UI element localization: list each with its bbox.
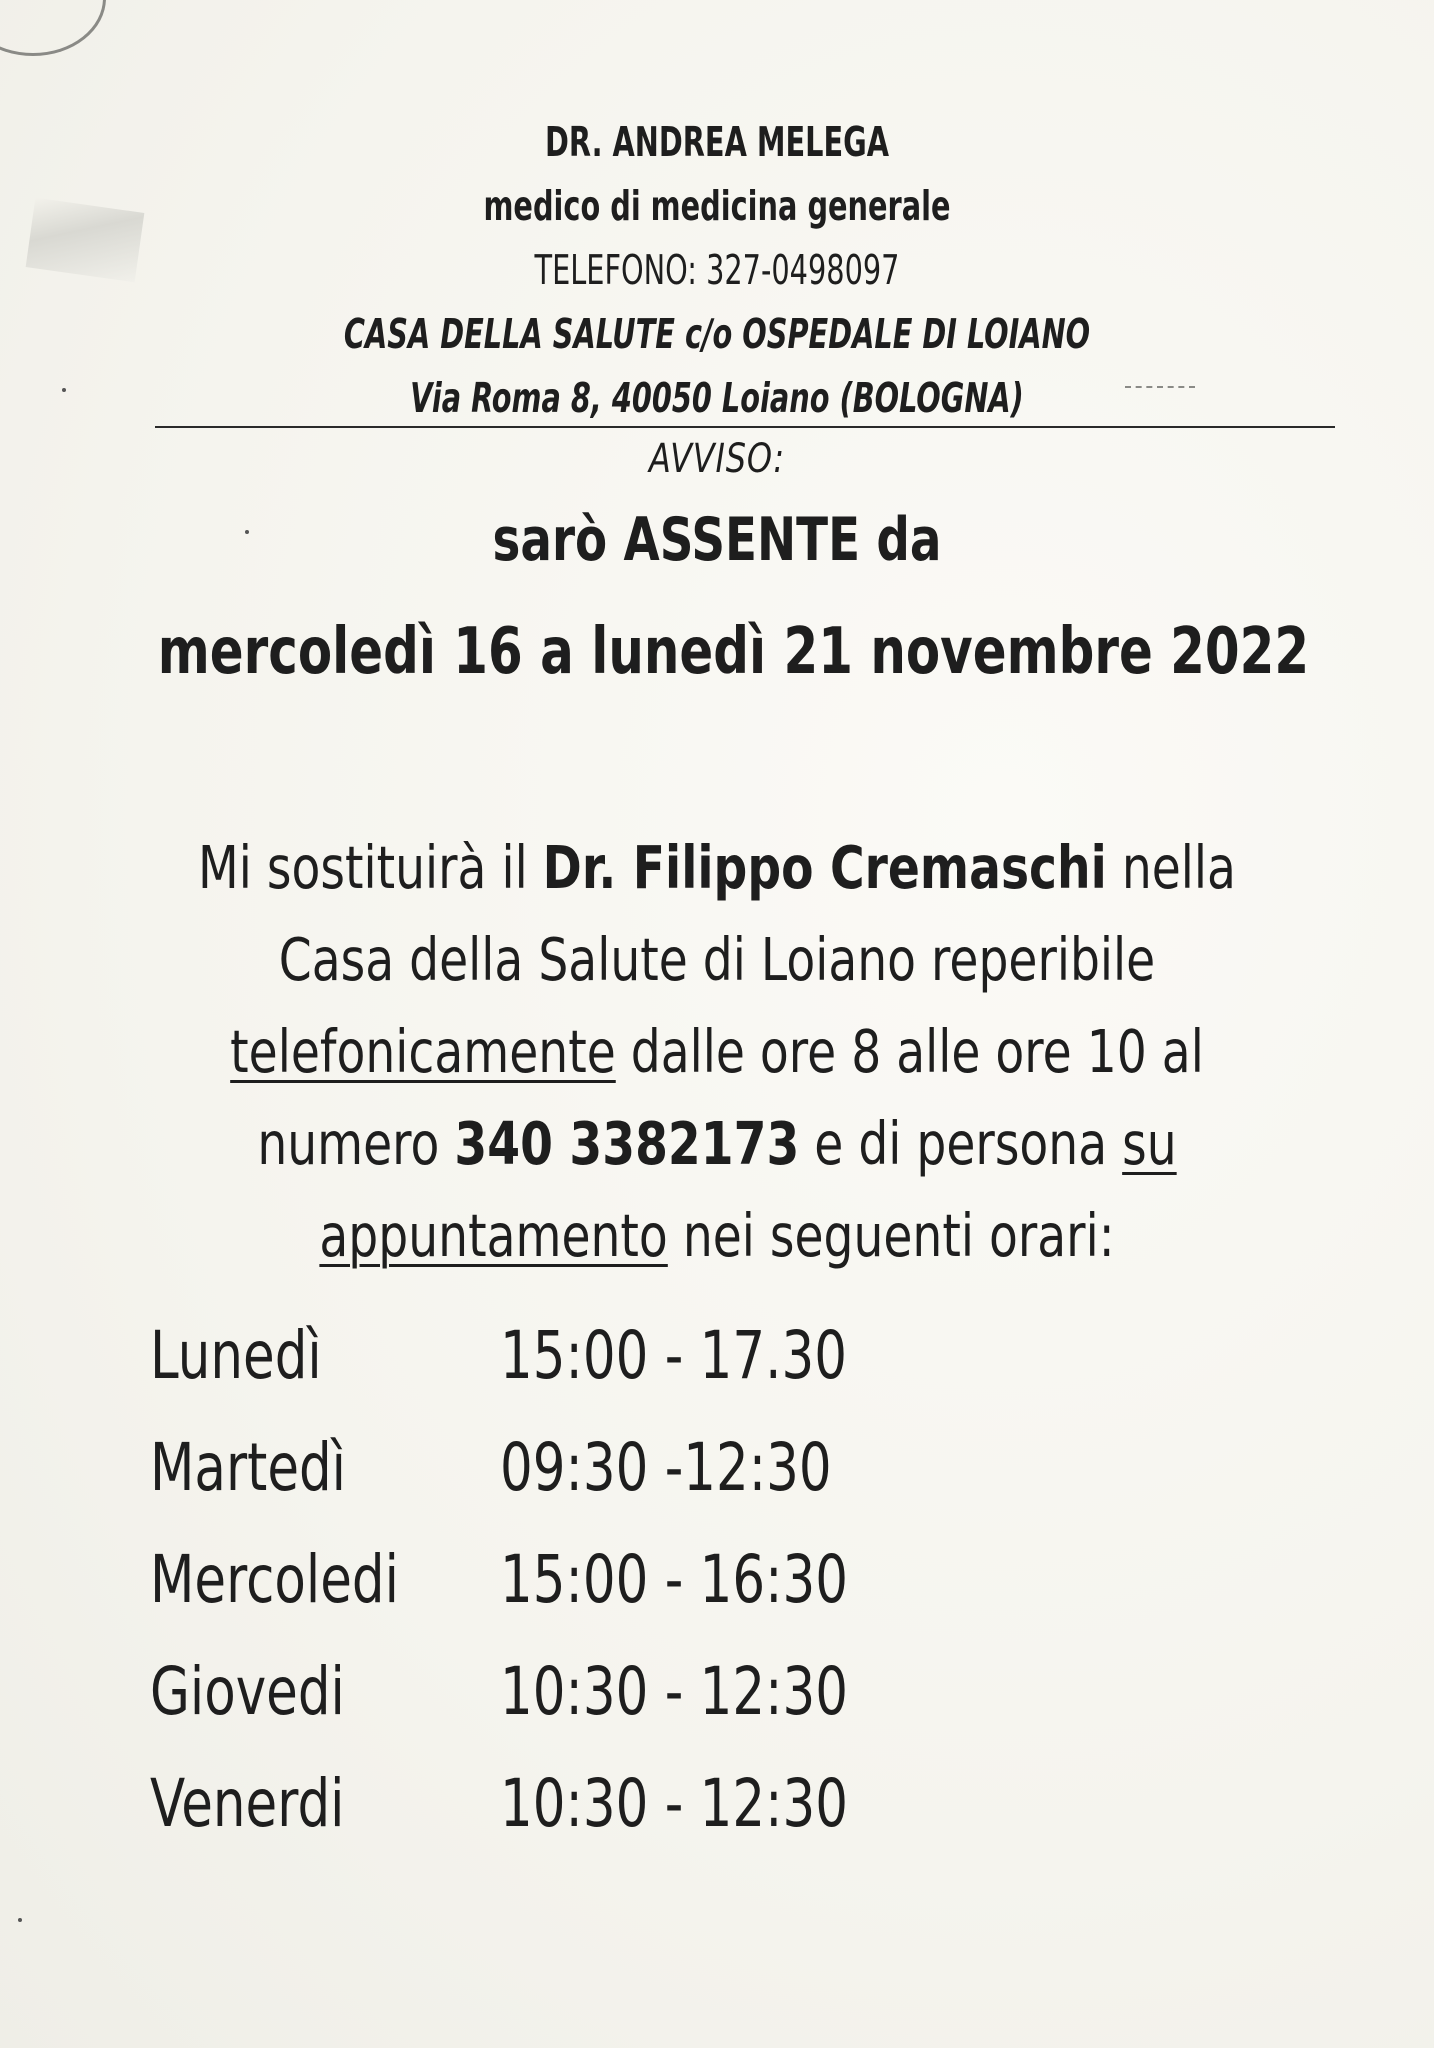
doctor-role: medico di medicina generale (483, 182, 951, 230)
absence-keyword: ASSENTE (623, 505, 861, 575)
schedule-row (150, 1412, 1050, 1524)
text-run: e di persona (799, 1109, 1123, 1178)
paragraph-line-1 (143, 822, 1290, 914)
schedule-day: Venerdi (150, 1765, 345, 1842)
paragraph-line-5 (143, 1190, 1290, 1282)
schedule-table (150, 1300, 1050, 1860)
phone-emphasis: telefonicamente (230, 1017, 616, 1086)
substitute-paragraph (0, 822, 1434, 1282)
letterhead (0, 110, 1434, 430)
schedule-day: Mercoledi (150, 1541, 399, 1618)
doctor-name: DR. ANDREA MELEGA (544, 118, 890, 166)
schedule-hours: 09:30 -12:30 (500, 1429, 832, 1506)
schedule-day: Giovedi (150, 1653, 345, 1730)
absence-prefix: sarò (492, 505, 624, 575)
appointment-emphasis: su (1122, 1109, 1177, 1178)
substitute-phone-number: 340 3382173 (454, 1109, 800, 1178)
binder-ring-mark (0, 0, 106, 56)
paragraph-line-4 (143, 1098, 1290, 1190)
schedule-row (150, 1636, 1050, 1748)
practice-address: Via Roma 8, 40050 Loiano (BOLOGNA) (410, 374, 1024, 422)
schedule-row (150, 1748, 1050, 1860)
appointment-emphasis: appuntamento (319, 1201, 668, 1270)
practice-location: CASA DELLA SALUTE c/o OSPEDALE DI LOIANO (343, 310, 1091, 358)
text-run: numero (257, 1109, 455, 1178)
absence-suffix: da (860, 505, 942, 575)
schedule-row (150, 1300, 1050, 1412)
header-divider (155, 426, 1335, 428)
schedule-day: Lunedì (150, 1317, 322, 1394)
schedule-hours: 10:30 - 12:30 (500, 1653, 849, 1730)
schedule-hours: 10:30 - 12:30 (500, 1765, 849, 1842)
paper-speck (18, 1918, 22, 1922)
text-run: dalle ore 8 alle ore 10 al (615, 1017, 1204, 1086)
text-run: Mi sostituirà il (198, 833, 543, 902)
schedule-row (150, 1524, 1050, 1636)
doctor-phone: TELEFONO: 327-0498097 (534, 246, 900, 294)
paragraph-line-2: Casa della Salute di Loiano reperibile (278, 925, 1156, 994)
paragraph-line-3 (143, 1006, 1290, 1098)
text-run: nella (1106, 833, 1236, 902)
notice-label: AVVISO: (649, 436, 785, 482)
schedule-hours: 15:00 - 16:30 (500, 1541, 849, 1618)
absence-line (158, 505, 1277, 575)
substitute-doctor-name: Dr. Filippo Cremaschi (542, 833, 1107, 902)
absence-dates: mercoledì 16 a lunedì 21 novembre 2022 (157, 615, 1310, 689)
schedule-day: Martedì (150, 1429, 346, 1506)
text-run: nei seguenti orari: (667, 1201, 1115, 1270)
schedule-hours: 15:00 - 17.30 (500, 1317, 848, 1394)
